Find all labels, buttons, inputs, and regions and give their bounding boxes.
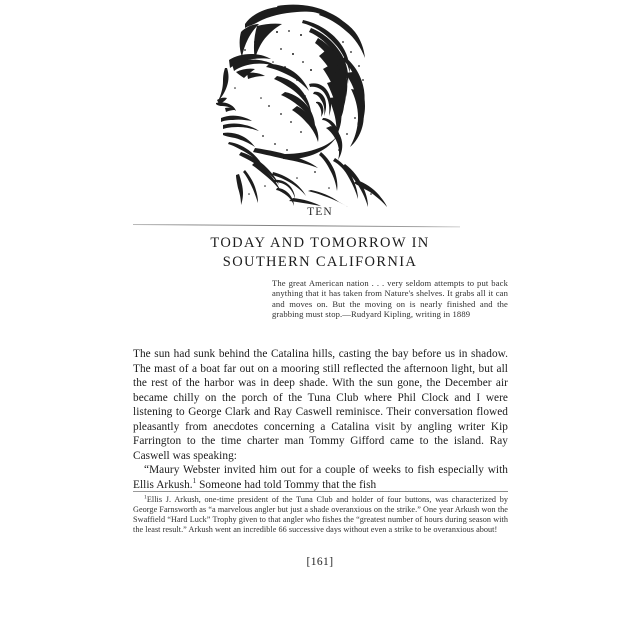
chapter-number-label: TEN [307, 206, 333, 218]
epigraph-quote: The great American nation . . . very seldom attempts to put back anything that it has taken from Nature's shelves. It grabs all it can and moves on. But the moving on is nearly finished and the grabbing must stop.—Rudyard Kipling, writing in 1889 [272, 278, 508, 319]
footnote-body: Ellis J. Arkush, one-time president of the Tuna Club and holder of four buttons, was characterized by George Farnsworth as “a marvelous angler but just a shade overanxious on the strike.” One year Arkush won the Swaffield “Hard Luck” Trophy given to that angler who fishes the “greatest number of hours during season with the least result.” Arkush went an incredible 66 successive days without even a strike to be overanxious about! [133, 495, 508, 535]
footnote-text [133, 495, 508, 535]
chapter-title-line-1: TODAY AND TOMORROW IN [210, 235, 430, 251]
chapter-title [0, 234, 640, 272]
profile-portrait-illustration [185, 2, 455, 207]
body-text [133, 347, 508, 492]
footnote-block [133, 495, 508, 535]
footnote-reference-marker[interactable]: 1 [192, 477, 197, 486]
footnote-number-marker: 1 [144, 494, 147, 501]
body-paragraph-2-part-1: “Maury Webster invited him out for a couple of weeks to fish especially with Ellis Arkush. [133, 464, 508, 491]
body-paragraph-2-part-2: Someone had told Tommy that the fish [196, 478, 377, 491]
footnote-divider-rule [133, 491, 508, 492]
chapter-title-line-2: SOUTHERN CALIFORNIA [222, 254, 418, 270]
page-number-folio: [161] [306, 556, 334, 568]
body-paragraph-1: The sun had sunk behind the Catalina hills, casting the bay before us in shadow. The mast of a boat far out on a mooring still reflected the afternoon light, but all the rest of the harbor was in deep shade. With the sun gone, the December air became chilly on the porch of the Tuna Club where Phil Clock and I were listening to George Clark and Ray Caswell reminisce. Their conversation flowed pleasantly from anecdotes concerning a Catalina visit by angling writer Kip Farrington to the time charter man Tommy Gifford came to the island. Ray Caswell was speaking: [133, 348, 508, 462]
header-divider-rule [133, 224, 460, 227]
body-paragraph-2 [133, 463, 508, 492]
